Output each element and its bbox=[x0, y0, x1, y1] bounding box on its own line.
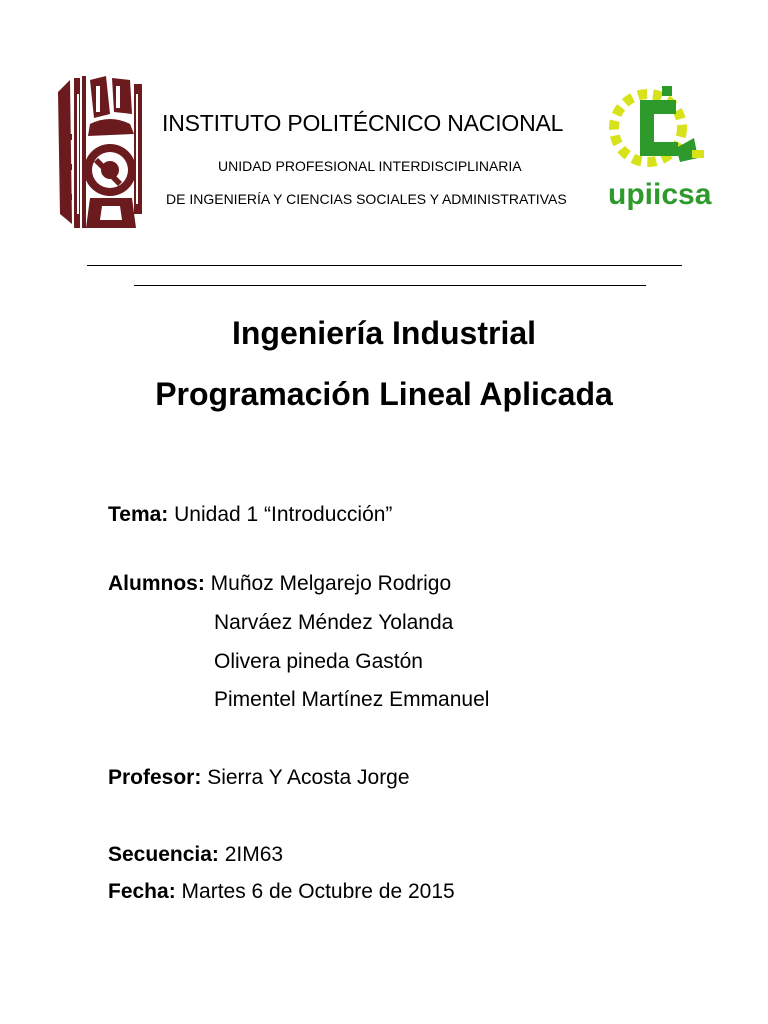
upiicsa-logo-icon bbox=[606, 78, 716, 213]
ipn-emblem-icon bbox=[50, 74, 146, 234]
institute-name: INSTITUTO POLITÉCNICO NACIONAL bbox=[162, 110, 564, 136]
tema-value: Unidad 1 “Introducción” bbox=[174, 503, 393, 526]
unit-name-line2: DE INGENIERÍA Y CIENCIAS SOCIALES Y ADMINISTRATIVAS bbox=[166, 191, 567, 207]
fecha-field bbox=[108, 880, 455, 904]
divider-bottom bbox=[134, 285, 646, 286]
student-name: Olivera pineda Gastón bbox=[214, 650, 423, 673]
student-name: Pimentel Martínez Emmanuel bbox=[214, 688, 490, 711]
secuencia-value: 2IM63 bbox=[224, 843, 284, 866]
student-name: Narváez Méndez Yolanda bbox=[214, 611, 454, 634]
divider-top bbox=[87, 265, 682, 266]
profesor-value: Sierra Y Acosta Jorge bbox=[207, 766, 410, 789]
alumnos-field bbox=[108, 572, 451, 596]
tema-field bbox=[108, 503, 392, 527]
svg-text:upiicsa: upiicsa bbox=[608, 178, 712, 211]
alumnos-label: Alumnos: bbox=[108, 572, 205, 595]
fecha-label: Fecha: bbox=[108, 880, 176, 903]
secuencia-label: Secuencia: bbox=[108, 843, 219, 866]
course-title: Programación Lineal Aplicada bbox=[155, 376, 613, 412]
fecha-value: Martes 6 de Octubre de 2015 bbox=[181, 880, 455, 903]
profesor-field bbox=[108, 766, 410, 790]
career-title: Ingeniería Industrial bbox=[231, 315, 537, 351]
secuencia-field bbox=[108, 843, 283, 867]
tema-label: Tema: bbox=[108, 503, 169, 526]
unit-name-line1: UNIDAD PROFESIONAL INTERDISCIPLINARIA bbox=[218, 158, 522, 174]
student-name: Muñoz Melgarejo Rodrigo bbox=[210, 572, 452, 595]
profesor-label: Profesor: bbox=[108, 766, 202, 789]
